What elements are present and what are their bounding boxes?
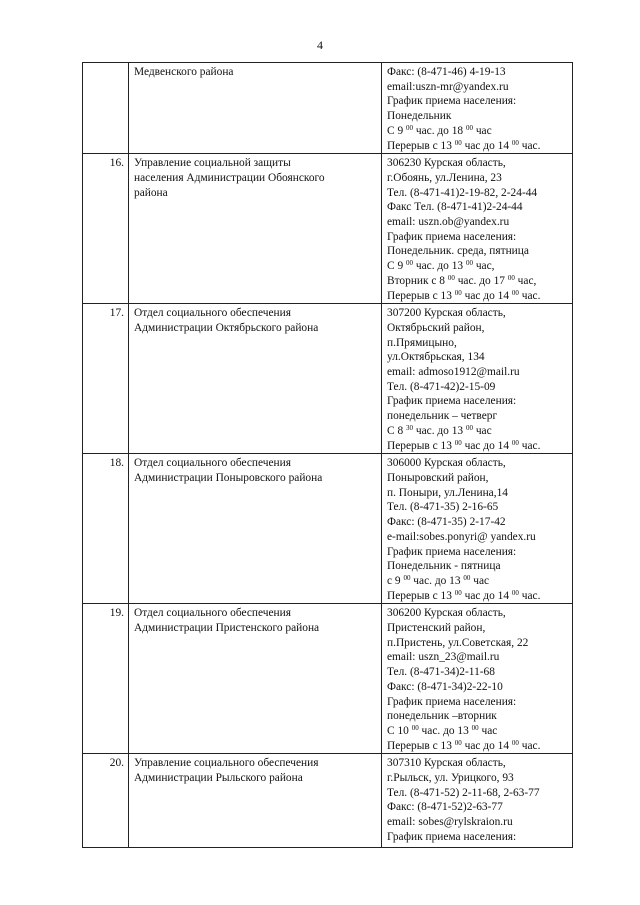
organization-name-line: Медвенского района <box>134 66 234 78</box>
hours-text: час. до 13 <box>413 260 466 273</box>
hours-text: час. <box>518 139 541 152</box>
time-minutes: 00 <box>511 588 519 597</box>
hours-text: Перерыв с 13 <box>387 589 455 602</box>
contact-info <box>382 454 573 604</box>
hours-text: час до 14 <box>461 289 512 302</box>
hours-text: час. до 13 <box>413 424 466 437</box>
reception-hours-line <box>387 439 572 454</box>
contact-line: понедельник – четверг <box>387 410 498 423</box>
contact-line: п. Поныри, ул.Ленина,14 <box>387 486 508 499</box>
hours-text: Перерыв с 13 <box>387 289 455 302</box>
contact-line: email: uszn_23@mail.ru <box>387 651 500 664</box>
contact-line: График приема населения: <box>387 695 517 708</box>
organization-name <box>129 304 382 454</box>
hours-text: час <box>470 574 490 587</box>
hours-text: с 9 <box>387 574 404 587</box>
contact-line: email: sobes@rylskraion.ru <box>387 816 513 829</box>
organization-name-line: Администрации Пристенского района <box>134 622 320 635</box>
page-number: 4 <box>317 38 323 52</box>
row-number <box>83 63 129 154</box>
time-minutes: 00 <box>463 573 471 582</box>
time-minutes: 00 <box>454 588 462 597</box>
contact-line: ул.Октябрьская, 134 <box>387 351 485 364</box>
reception-hours-line <box>387 724 572 739</box>
time-minutes: 00 <box>403 573 411 582</box>
time-minutes: 00 <box>406 259 413 268</box>
hours-text: час до 14 <box>461 739 512 752</box>
contact-line: Факс: (8-471-46) 4-19-13 <box>387 66 506 78</box>
time-minutes: 30 <box>406 423 413 432</box>
organization-name <box>129 154 382 304</box>
time-minutes: 00 <box>454 438 462 447</box>
organization-name <box>129 454 382 604</box>
contact-info <box>382 154 573 304</box>
contact-line: Факс: (8-471-35) 2-17-42 <box>387 516 506 529</box>
time-minutes: 00 <box>454 738 462 747</box>
contact-line: 307200 Курская область, <box>387 307 506 320</box>
organization-name-line: Администрации Поныровского района <box>134 471 323 484</box>
hours-text: С 10 <box>387 724 412 737</box>
hours-text: час, <box>472 260 495 273</box>
contact-line: п.Пристень, ул.Советская, 22 <box>387 636 529 649</box>
reception-hours-line <box>387 259 572 274</box>
hours-text: час. <box>518 439 541 452</box>
organization-name <box>129 63 382 154</box>
reception-hours-line <box>387 424 572 439</box>
contact-line: 306200 Курская область, <box>387 607 506 620</box>
contact-line: Тел. (8-471-35) 2-16-65 <box>387 501 499 514</box>
hours-text: час. до 18 <box>413 124 466 137</box>
time-minutes: 00 <box>406 123 413 132</box>
reception-hours-line <box>387 124 572 139</box>
contact-line: email: uszn.ob@yandex.ru <box>387 216 510 229</box>
reception-hours-line <box>387 139 572 154</box>
hours-text: Перерыв с 13 <box>387 439 455 452</box>
organization-name-line: населения Администрации Обоянского <box>134 171 325 184</box>
organization-name-line: района <box>134 186 168 199</box>
contact-info <box>382 604 573 754</box>
time-minutes: 00 <box>465 123 473 132</box>
contact-info <box>382 304 573 454</box>
row-number: 18. <box>83 454 129 604</box>
organization-name-line: Администрации Октябрьского района <box>134 321 319 334</box>
contact-line: График приема населения: <box>387 230 517 243</box>
hours-text: час, <box>514 274 537 287</box>
organization-name-line: Отдел социального обеспечения <box>134 607 291 620</box>
contact-line: п.Прямицыно, <box>387 336 457 349</box>
hours-text: час до 14 <box>461 139 512 152</box>
hours-text: Перерыв с 13 <box>387 139 455 152</box>
contact-line: 307310 Курская область, <box>387 757 506 770</box>
time-minutes: 00 <box>465 423 473 432</box>
contact-line: понедельник –вторник <box>387 710 497 723</box>
contact-line: г.Рыльск, ул. Урицкого, 93 <box>387 772 514 785</box>
hours-text: час <box>478 724 498 737</box>
contacts-table <box>82 62 573 848</box>
contact-line: График приема населения: <box>387 395 517 408</box>
time-minutes: 00 <box>447 273 455 282</box>
table-row <box>83 454 573 604</box>
table-row <box>83 304 573 454</box>
row-number: 16. <box>83 154 129 304</box>
contact-line: График приема населения: <box>387 95 517 108</box>
time-minutes: 00 <box>411 723 419 732</box>
reception-hours-line <box>387 739 572 754</box>
time-minutes: 00 <box>511 288 519 297</box>
organization-name <box>129 604 382 754</box>
contact-line: Поныровский район, <box>387 471 489 484</box>
reception-hours-line <box>387 274 572 289</box>
row-number: 19. <box>83 604 129 754</box>
hours-text: час. <box>518 739 541 752</box>
hours-text: час. <box>518 289 541 302</box>
contact-line: Тел. (8-471-52) 2-11-68, 2-63-77 <box>387 786 540 799</box>
row-number: 17. <box>83 304 129 454</box>
hours-text: С 9 <box>387 260 406 273</box>
reception-hours-line <box>387 289 572 304</box>
contact-line: Тел. (8-471-42)2-15-09 <box>387 380 496 393</box>
organization-name-line: Управление социального обеспечения <box>134 757 319 770</box>
time-minutes: 00 <box>507 273 515 282</box>
hours-text: час <box>472 424 492 437</box>
contact-line: e-mail:sobes.ponyri@ yandex.ru <box>387 530 536 543</box>
contact-info <box>382 754 573 848</box>
hours-text: час. <box>518 589 541 602</box>
row-number: 20. <box>83 754 129 848</box>
contact-line: График приема населения: <box>387 830 517 843</box>
time-minutes: 00 <box>511 438 519 447</box>
time-minutes: 00 <box>454 138 462 147</box>
hours-text: час до 14 <box>461 439 512 452</box>
hours-text: С 8 <box>387 424 406 437</box>
contact-line: График приема населения: <box>387 545 517 558</box>
contact-line: Понедельник. среда, пятница <box>387 245 529 258</box>
time-minutes: 00 <box>465 259 473 268</box>
contact-line: Понедельник - пятница <box>387 560 501 573</box>
contact-line: 306000 Курская область, <box>387 457 506 470</box>
organization-name <box>129 754 382 848</box>
hours-text: С 9 <box>387 124 406 137</box>
table-row <box>83 754 573 848</box>
contact-line: 306230 Курская область, <box>387 157 506 170</box>
contact-line: г.Обоянь, ул.Ленина, 23 <box>387 171 502 184</box>
contact-line: email: admoso1912@mail.ru <box>387 366 520 379</box>
table-row <box>83 63 573 154</box>
contact-line: Октябрьский район, <box>387 321 485 334</box>
contact-line: email:uszn-mr@yandex.ru <box>387 80 509 93</box>
organization-name-line: Отдел социального обеспечения <box>134 307 291 320</box>
reception-hours-line <box>387 589 572 604</box>
organization-name-line: Отдел социального обеспечения <box>134 457 291 470</box>
time-minutes: 00 <box>511 138 519 147</box>
hours-text: час. до 13 <box>410 574 464 587</box>
hours-text: час до 14 <box>461 589 512 602</box>
time-minutes: 00 <box>454 288 462 297</box>
time-minutes: 00 <box>511 738 519 747</box>
contact-line: Пристенский район, <box>387 622 486 635</box>
hours-text: час. до 17 <box>454 274 508 287</box>
reception-hours-line <box>387 574 572 589</box>
time-minutes: 00 <box>471 723 479 732</box>
contact-line: Тел. (8-471-41)2-19-82, 2-24-44 <box>387 186 538 199</box>
table-row <box>83 154 573 304</box>
hours-text: час <box>472 124 492 137</box>
contact-line: Факс Тел. (8-471-41)2-24-44 <box>387 201 523 214</box>
contact-line: Факс: (8-471-52)2-63-77 <box>387 801 503 814</box>
table-row <box>83 604 573 754</box>
contact-line: Тел. (8-471-34)2-11-68 <box>387 666 495 679</box>
hours-text: час. до 13 <box>418 724 472 737</box>
organization-name-line: Управление социальной защиты <box>134 157 291 170</box>
contact-line: Понедельник <box>387 110 452 123</box>
hours-text: Перерыв с 13 <box>387 739 455 752</box>
organization-name-line: Администрации Рыльского района <box>134 772 303 785</box>
hours-text: Вторник с 8 <box>387 274 448 287</box>
contact-line: Факс: (8-471-34)2-22-10 <box>387 680 503 693</box>
contact-info <box>382 63 573 154</box>
